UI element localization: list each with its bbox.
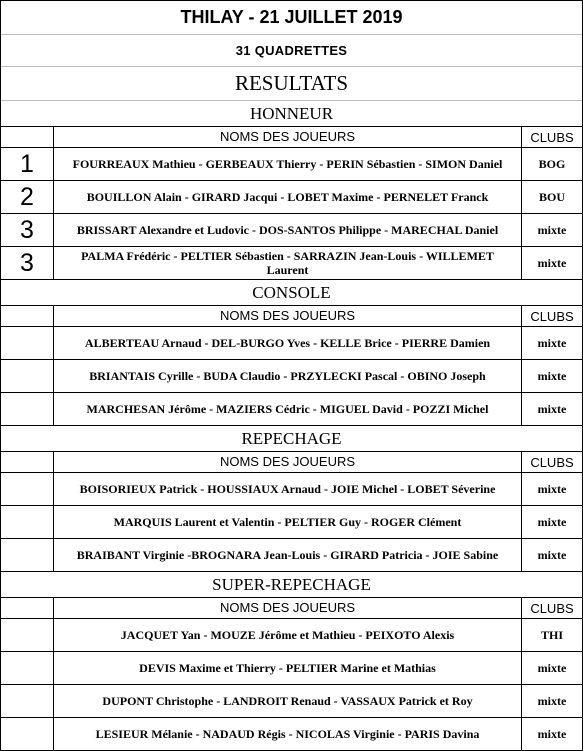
club-cell: mixte [537,222,567,237]
rank-cell [1,685,54,717]
club-cell: mixte [537,726,567,741]
players-cell: BOISORIEUX Patrick - HOUSSIAUX Arnaud - JOIE Michel - LOBET Séverine [54,473,522,505]
club-cell: mixte [537,368,567,383]
rank-cell [1,327,54,359]
club-cell: mixte [537,335,567,350]
page-subtitle: 31 QUADRETTES [235,43,348,58]
column-header-names: NOMS DES JOUEURS [54,127,522,147]
players-cell: DEVIS Maxime et Thierry - PELTIER Marine et Mathias [54,652,522,684]
table-row [1,652,582,684]
club-cell: mixte [537,660,567,675]
page-title: THILAY - 21 JUILLET 2019 [180,6,403,27]
players-cell: DUPONT Christophe - LANDROIT Renaud - VASSAUX Patrick et Roy [54,685,522,717]
players-cell: BOUILLON Alain - GIRARD Jacqui - LOBET Maxime - PERNELET Franck [54,181,522,213]
club-cell: BOG [538,156,566,171]
column-header-names: NOMS DES JOUEURS [54,598,522,618]
players-cell: BRISSART Alexandre et Ludovic - DOS-SANTOS Philippe - MARECHAL Daniel [54,214,522,246]
table-row [1,360,582,392]
rank-cell [1,393,54,425]
players-cell: BRIANTAIS Cyrille - BUDA Claudio - PRZYLECKI Pascal - OBINO Joseph [54,360,522,392]
column-header-clubs: CLUBS [530,308,574,324]
club-cell: mixte [537,401,567,416]
column-header-clubs: CLUBS [530,129,574,145]
rank-cell [1,619,54,651]
section-title-console: CONSOLE [252,282,331,302]
players-cell: PALMA Frédéric - PELTIER Sébastien - SARRAZIN Jean-Louis - WILLEMET Laurent [54,247,522,279]
section-title-super-repechage: SUPER-REPECHAGE [212,574,371,594]
club-cell: mixte [537,255,567,270]
players-cell: BRAIBANT Virginie -BROGNARA Jean-Louis - GIRARD Patricia - JOIE Sabine [54,539,522,571]
column-header-row [1,127,582,147]
players-cell: MARCHESAN Jérôme - MAZIERS Cédric - MIGUEL David - POZZI Michel [54,393,522,425]
table-row [1,247,582,279]
club-cell: BOU [538,189,565,204]
players-cell: ALBERTEAU Arnaud - DEL-BURGO Yves - KELLE Brice - PIERRE Damien [54,327,522,359]
table-row [1,539,582,571]
rank-cell: 2 [1,181,54,213]
club-cell: mixte [537,481,567,496]
players-cell: MARQUIS Laurent et Valentin - PELTIER Guy - ROGER Clément [54,506,522,538]
table-row [1,718,582,750]
table-row [1,214,582,246]
players-cell: LESIEUR Mélanie - NADAUD Régis - NICOLAS Virginie - PARIS Davina [54,718,522,750]
club-cell: THI [540,627,563,642]
column-header-clubs: CLUBS [530,454,574,470]
players-cell: FOURREAUX Mathieu - GERBEAUX Thierry - PERIN Sébastien - SIMON Daniel [54,148,522,180]
club-cell: mixte [537,547,567,562]
table-row [1,327,582,359]
rank-cell [1,506,54,538]
column-header-row [1,452,582,472]
section-title-honneur: HONNEUR [249,103,334,123]
players-cell: JACQUET Yan - MOUZE Jérôme et Mathieu - PEIXOTO Alexis [54,619,522,651]
table-row [1,181,582,213]
table-row [1,619,582,651]
column-header-names: NOMS DES JOUEURS [54,306,522,326]
column-header-row [1,598,582,618]
rank-cell [1,360,54,392]
table-row [1,393,582,425]
club-cell: mixte [537,514,567,529]
rank-cell [1,652,54,684]
table-row [1,685,582,717]
rank-cell: 3 [1,214,54,246]
rank-cell [1,539,54,571]
column-header-row [1,306,582,326]
rank-cell: 1 [1,148,54,180]
table-row [1,473,582,505]
table-row [1,148,582,180]
club-cell: mixte [537,693,567,708]
section-title-repechage: REPECHAGE [241,428,342,448]
column-header-names: NOMS DES JOUEURS [54,452,522,472]
table-row [1,506,582,538]
rank-cell [1,718,54,750]
results-heading: RESULTATS [234,71,349,95]
rank-cell: 3 [1,247,54,279]
column-header-clubs: CLUBS [530,600,574,616]
rank-cell [1,473,54,505]
